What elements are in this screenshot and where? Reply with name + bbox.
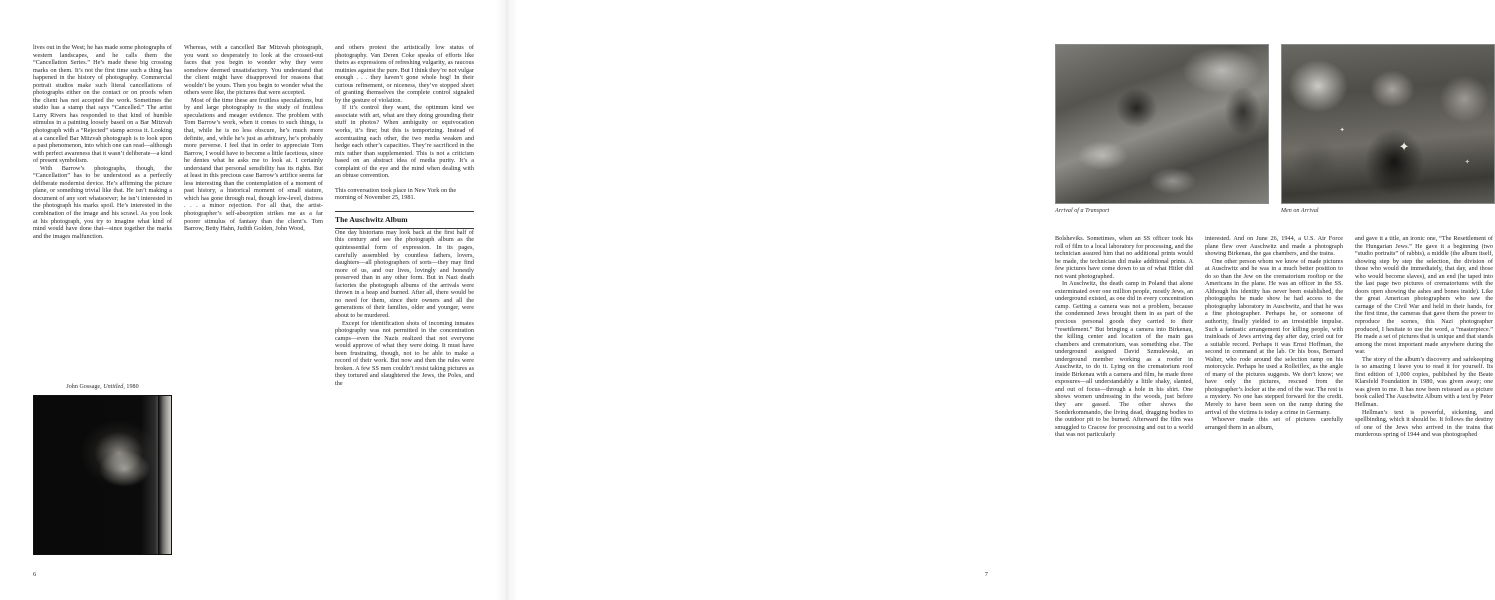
- figure-caption: Arrival of a Transport: [1055, 208, 1110, 214]
- star-badge-icon: ✦: [1398, 138, 1410, 154]
- right-page-columns: [1055, 235, 1495, 439]
- photograph-gossage-untitled: [33, 395, 172, 555]
- page-number-right: 7: [984, 571, 988, 578]
- paragraph: One other person whom we know of made pictures at Auschwitz and he was in a much better position to do so than the Jew on the crematorium rooftop or the Americans in the plane. He was an officer in the SS. Although his identity has never been established, the photographs he made show he had access to the photography laboratory in Auschwitz, and that he was a fine photographer. Perhaps he, or someone of authority, finally yielded to an irresistible impulse. Such a fantastic arrangement for killing people, with trainloads of Jews arriving day after day, cried out for a suitable record. Perhaps it was Ernst Hoffman, the second in command at the lab. Or his boss, Bernard Walter, who rode around the selection ramp on his motorcycle. Perhaps he used a Rolleiflex, as the angle of many of the pictures suggests. We don’t know; we have only the pictures, rescued from the photographer’s locker at the end of the war. The rest is a mystery. No one has stepped forward for the credit. Merely to have been seen on the ramp during the arrival of the victims is today a crime in Germany.: [1205, 257, 1343, 416]
- paragraph: and others protest the artistically low status of photography. Van Deren Coke speaks of efforts like theirs as expressions of refreshing vulgarity, as raucous mutinies against the pure. But I think they’re not vulgar enough . . . they haven’t gone whole hog! In their curious refinement, or niceness, they’ve stopped short of granting themselves the complete control signaled by the gesture of violation.: [335, 44, 474, 104]
- right-column-1: [1055, 235, 1193, 439]
- photograph-arrival-of-a-transport: [1055, 44, 1269, 204]
- paragraph: and gave it a title, an ironic one, “The Resettlement of the Hungarian Jews.” He gave it a beginning (two “studio portraits” of rabbis), a middle (the album itself, showing step by step the selection, the division of those who would die immediately, that day, and those who would become slaves), and an end (he taped into the last page two pictures of crematoriums with the doors open showing the ashes and bones inside). Like the great American photographers who saw the carnage of the Civil War and held in their hands, for the first time, the cameras that gave them the power to reproduce the scenes, this Nazi photographer produced, I hesitate to use the word, a “masterpiece.” He made a set of pictures that is unique and that stands among the most important made anywhere during the war.: [1355, 235, 1493, 356]
- paragraph: lives out in the West; he has made some photographs of western landscapes, and he calls them the “Cancellation Series.” He’s made these big crossing marks on them. It’s not the first time such a thing has happened in the history of photography. Commercial portrait studios make such literal cancellations of photographs either on the contact or on proofs when the client has not accepted the work. Sometimes the studio has a stamp that says “Cancelled.” The artist Larry Rivers has responded to that kind of humble stimulus in a painting loosely based on a Bar Mitzvah photograph with a “Rejected” stamp across it. Looking at a cancelled Bar Mitzvah photograph is to look upon a past phenomenon, into which one can read—although with perfect awareness that it wasn’t deliberate—a kind of present symbolism.: [33, 44, 172, 165]
- photograph-men-on-arrival: [1281, 44, 1495, 204]
- paragraph: interested. And on June 26, 1944, a U.S. Air Force plane flew over Auschwitz and made a photograph showing Birkenau, the gas chambers, and the trains.: [1205, 235, 1343, 258]
- paragraph: Hellman’s text is powerful, sickening, and spellbinding, which it should be. It follows the destiny of one of the Jews who arrived in the trains that murderous spring of 1944 and was photographed: [1355, 408, 1493, 439]
- figure-credit: John Gossage,: [66, 384, 102, 390]
- left-column-3: [335, 44, 474, 387]
- section-title: The Auschwitz Album: [335, 215, 408, 225]
- star-badge-icon: ✦: [1339, 126, 1346, 135]
- paragraph: With Barrow’s photographs, though, the “Cancellation” has to be understood as a perfectly deliberate modernist device. He’s affirming the picture plane, or something trivial like that. He isn’t making a document of any sort whatsoever; he isn’t interested in the photograph his marks spoil. He’s interested in the combination of the image and his scrawl. As you look at his photograph, you try to imagine what kind of mind would have done that—since together the marks and the images malfunction.: [33, 164, 172, 240]
- conversation-note: This conversation took place in New York on the morning of November 25, 1981.: [335, 186, 457, 202]
- paragraph: One day historians may look back at the first half of this century and see the photograph album as the quintessential form of expression. In its pages, carefully assembled by countless fathers, lovers, daughters—all photographers of sorts—they may find more of us, and our lives, lovingly and honestly preserved than in any other form. But in Nazi death factories the photograph albums of the arrivals were thrown in a heap and burned. After all, there would be no need for them, since their owners and all the generations of their families, older and younger, were about to be murdered.: [335, 228, 474, 319]
- figure-men-on-arrival: [1281, 44, 1495, 215]
- left-column-1: [33, 44, 172, 387]
- figure-caption: Men on Arrival: [1281, 208, 1319, 214]
- figure-gossage: [33, 383, 172, 555]
- page-number-left: 6: [33, 571, 37, 578]
- left-page: [0, 0, 507, 600]
- paragraph: If it’s control they want, the optimum kind we associate with art, what are they doing grounding their stuff in photos? When ambiguity or equivocation works, it’s fine; but this is temporizing. Instead of accentuating each other, the two media weaken and hedge each other’s capacities. They’re sacrificed in the mix rather than supplemented. This is not a criticism based on an abstract idea of media purity. It’s a complaint of the eye and the mind when dealing with an obtuse convention.: [335, 104, 474, 180]
- figure-caption: [33, 383, 172, 391]
- paragraph: Whereas, with a cancelled Bar Mitzvah photograph, you want so desperately to look at the crossed-out faces that you begin to wonder why they were somehow deemed unsatisfactory. You understand that the client might have disapproved for reasons that wouldn’t be yours. Then you begin to wonder what the others were like, the pictures that were accepted.: [184, 44, 323, 97]
- paragraph: The story of the album’s discovery and safekeeping is so amazing I leave you to read it for yourself. Its first edition of 1,000 copies, published by the Beate Klarsfeld Foundation in 1980, was given away; one was given to me. It has now been reissued as a picture book called The Auschwitz Album with a text by Peter Hellman.: [1355, 355, 1493, 409]
- right-page: [507, 0, 1493, 600]
- left-page-columns: [33, 44, 475, 387]
- paragraph: Most of the time these are fruitless speculations, but by and large photography is the study of fruitless speculations and meager evidence. The problem with Tom Barrow’s work, when it comes to such things, is that, while he is no less obscure, he’s much more definite, and, while he’s just as arbitrary, he’s probably more perverse. I feel that in order to appreciate Tom Barrow, I would have to become a little facetious, since he denies what he asks me to look at. I certainly understand that personal sensibility has its rights. But at least in this precious case Barrow’s artifice seems far less interesting than the contemplation of a moment of past history, a historical moment of small stature, which has gone through real, though low-level, distress . . . a minor rejection. For all that, the artist-photographer’s self-absorption strikes me as a far poorer stimulus of fantasy than the client’s. Tom Barrow, Betty Hahn, Judith Golden, John Wood,: [184, 96, 323, 233]
- figure-arrival-of-a-transport: [1055, 44, 1269, 215]
- left-column-2: [184, 44, 323, 387]
- paragraph: Whoever made this set of pictures carefully arranged them in an album,: [1205, 416, 1343, 431]
- right-page-figure-row: [1055, 44, 1495, 215]
- section-heading-auschwitz-album: [335, 211, 474, 229]
- paragraph: Except for identification shots of incoming inmates photography was not permitted in the concentration camps—even the Nazis realized that not everyone would approve of what they were doing. It must have been frustrating, though, not to be able to make a record of their work. But now and then the rules were broken. A few SS men couldn’t resist taking pictures as they tortured and slaughtered the Jews, the Poles, and the: [335, 319, 474, 387]
- right-column-2: [1205, 235, 1343, 439]
- paragraph: Bolsheviks. Sometimes, when an SS officer took his roll of film to a local laboratory for processing, and the technician assured him that no additional prints would be made, the technician did make additional prints. A few pictures have come down to us of what Hitler did not want photographed.: [1055, 235, 1193, 280]
- figure-title: Untitled: [103, 384, 124, 390]
- right-column-3: [1355, 235, 1493, 439]
- paragraph: In Auschwitz, the death camp in Poland that alone exterminated over one million people, mostly Jews, an underground existed, as one did in every concentration camp. Getting a camera was not a problem, because the condemned Jews brought them in as part of the precious personal goods they carried to their “resettlement.” But bringing a camera into Birkenau, the killing center and location of the main gas chambers and crematorium, was something else. The underground assigned David Szmulewski, an underground member working as a roofer in Auschwitz, to do it. Lying on the crematorium roof inside Birkenau with a camera and film, he made three exposures—all understandably a little shaky, slanted, and out of focus—through a hole in his shirt. One shows women undressing in the woods, just before they are gassed. The other shows the Sonderkommando, the living dead, dragging bodies to the outdoor pit to be burned. Afterward the film was smuggled to Cracow for processing and out to a world that was not particularly: [1055, 280, 1193, 439]
- figure-year: , 1980: [123, 384, 139, 390]
- star-badge-icon: ✦: [1464, 157, 1471, 166]
